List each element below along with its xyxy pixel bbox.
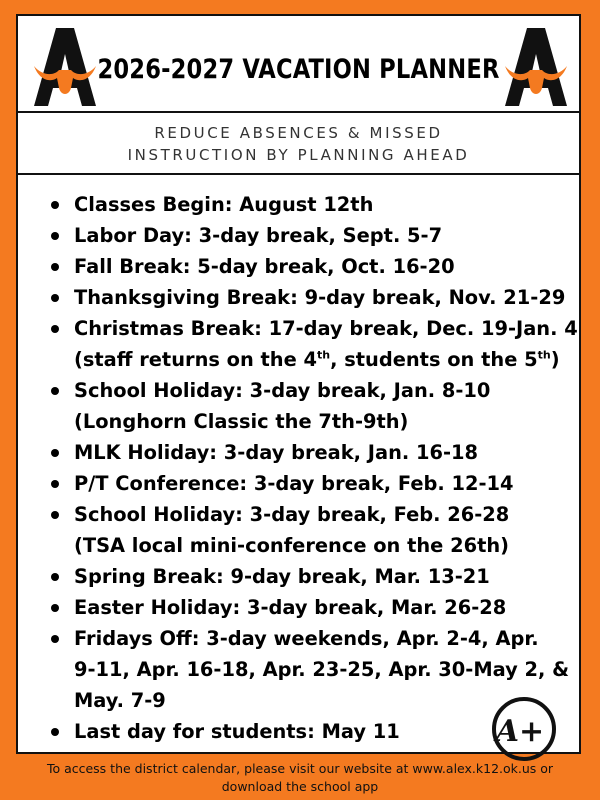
list-item-line: School Holiday: 3-day break, Feb. 26-28 [74, 503, 510, 526]
footer-line-1: To access the district calendar, please visit our website at www.alex.k12.ok.us or [46, 761, 554, 776]
list-item-line: Labor Day: 3-day break, Sept. 5-7 [74, 224, 443, 247]
list-item [44, 189, 564, 220]
list-item-line: Classes Begin: August 12th [74, 193, 374, 216]
list-item-line: 9-11, Apr. 16-18, Apr. 23-25, Apr. 30-May 2, & [74, 658, 570, 681]
list-item-line: (TSA local mini-conference on the 26th) [74, 534, 510, 557]
staff-note-line [74, 344, 564, 375]
list-item-line: Fall Break: 5-day break, Oct. 16-20 [74, 255, 455, 278]
list-item-line: Easter Holiday: 3-day break, Mar. 26-28 [74, 596, 507, 619]
ordinal-suffix: th [537, 348, 551, 362]
list-item [44, 716, 564, 747]
title-bar [18, 16, 579, 113]
list-item [44, 561, 564, 592]
subtitle-line-2: INSTRUCTION BY PLANNING AHEAD [127, 146, 470, 164]
list-item [44, 499, 564, 561]
list-item [44, 623, 570, 716]
list-item [44, 282, 564, 313]
staff-note-text: ) [550, 348, 560, 371]
list-item [44, 313, 578, 375]
list-item [44, 468, 564, 499]
subtitle [18, 113, 579, 175]
ordinal-suffix: th [317, 348, 331, 362]
subtitle-line-1: REDUCE ABSENCES & MISSED [154, 124, 443, 142]
planner-card [16, 14, 581, 754]
footer-note [0, 760, 600, 796]
staff-note-text: , students on the 5 [330, 348, 538, 371]
list-item-line: (Longhorn Classic the 7th-9th) [74, 410, 409, 433]
list-item-line: MLK Holiday: 3-day break, Jan. 16-18 [74, 441, 479, 464]
list-item [44, 375, 564, 437]
list-item [44, 251, 564, 282]
list-item [44, 220, 564, 251]
page-title: 2026-2027 VACATION PLANNER [97, 54, 500, 85]
list-item-line: Christmas Break: 17-day break, Dec. 19-Jan. 4 [74, 317, 578, 340]
a-plus-badge-icon [488, 691, 560, 763]
break-list [44, 189, 578, 747]
staff-note-text: (staff returns on the 4 [74, 348, 318, 371]
list-item [44, 592, 564, 623]
footer-line-2: download the school app [221, 779, 379, 794]
list-item-line: Last day for students: May 11 [74, 720, 400, 743]
longhorn-logo-right-icon [503, 26, 569, 108]
list-item [44, 437, 564, 468]
list-item-line: Thanksgiving Break: 9-day break, Nov. 21-29 [74, 286, 566, 309]
list-item-line: May. 7-9 [74, 689, 166, 712]
list-item-line: P/T Conference: 3-day break, Feb. 12-14 [74, 472, 514, 495]
list-item-line: Fridays Off: 3-day weekends, Apr. 2-4, Apr. [74, 627, 539, 650]
list-item-line: School Holiday: 3-day break, Jan. 8-10 [74, 379, 491, 402]
badge-text: A+ [495, 714, 545, 749]
list-item-line: Spring Break: 9-day break, Mar. 13-21 [74, 565, 490, 588]
